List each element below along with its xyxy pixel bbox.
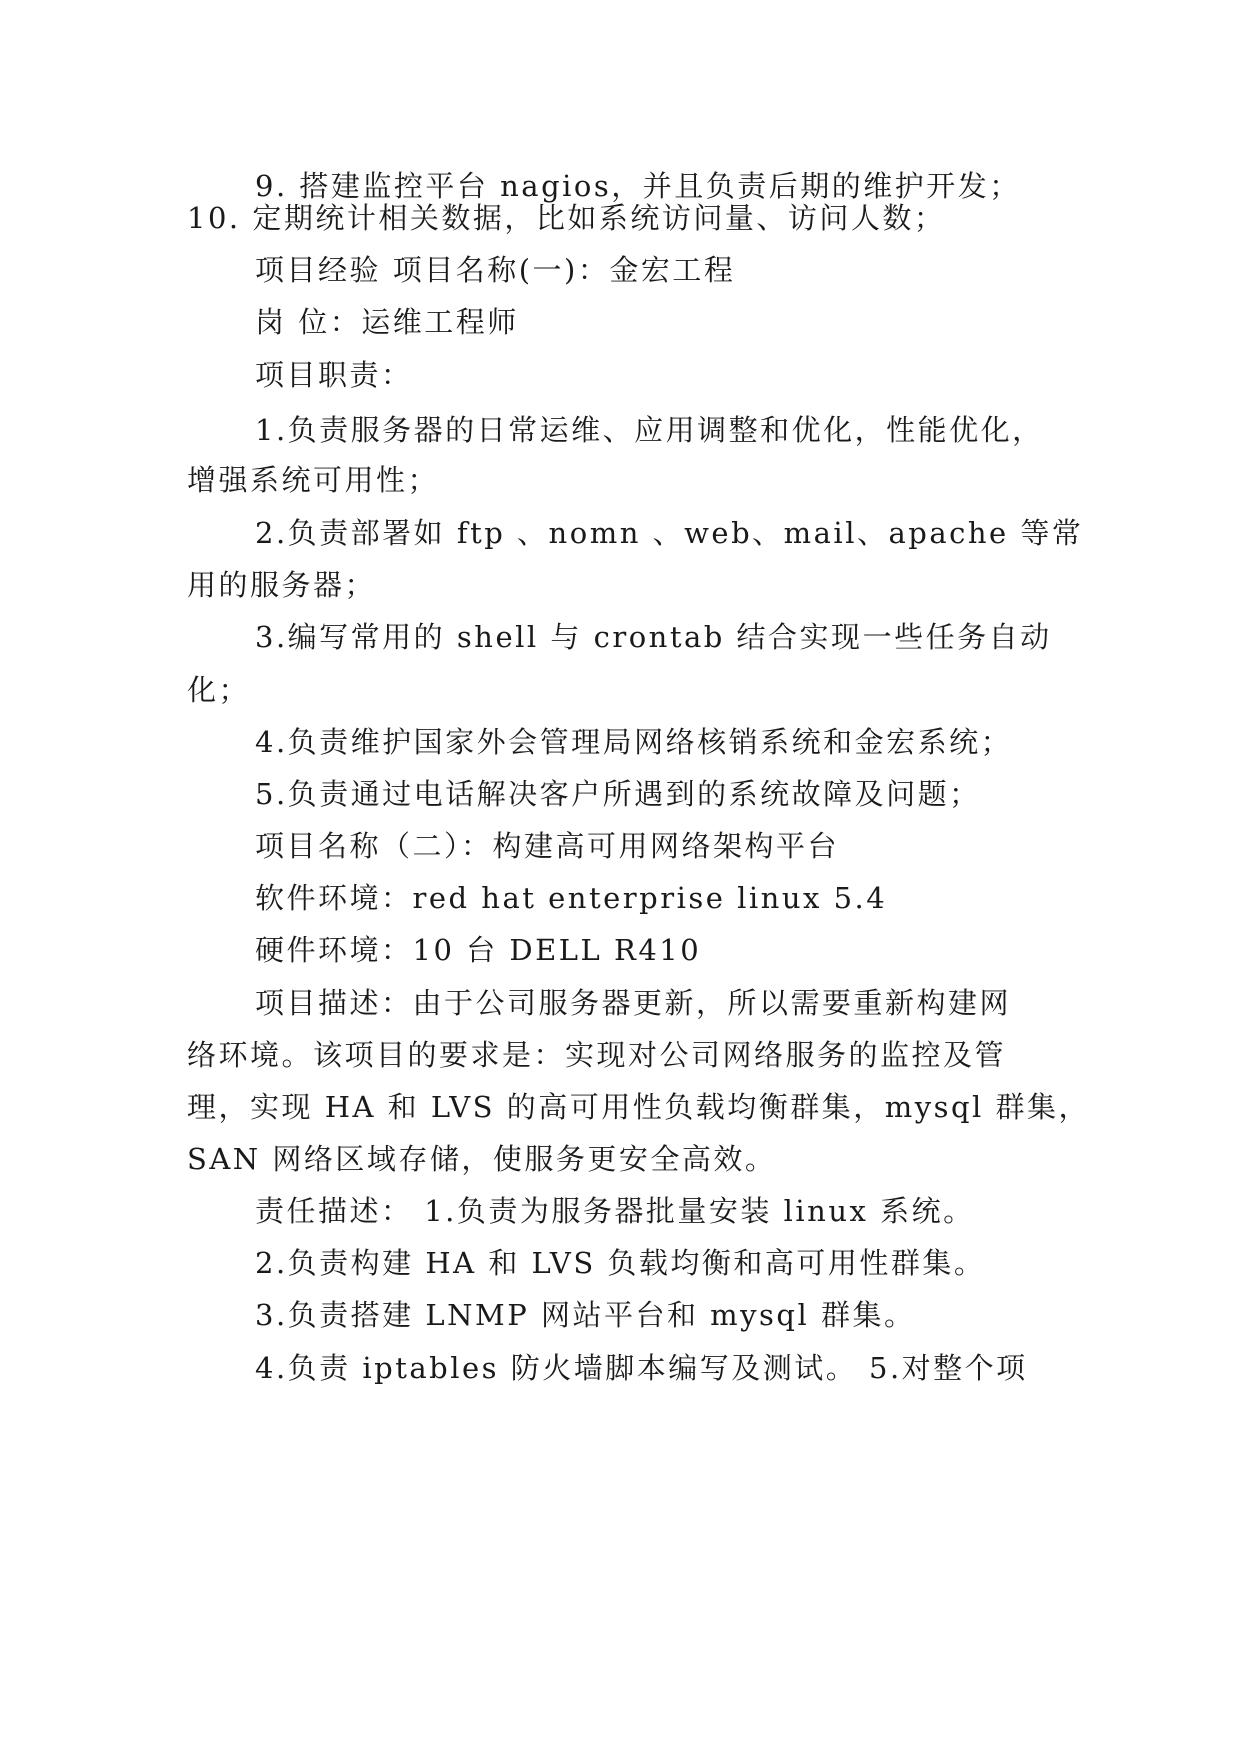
- duty-5-line: 5.负责通过电话解决客户所遇到的系统故障及问题；: [255, 777, 981, 811]
- software-environment: 软件环境：red hat enterprise linux 5.4: [255, 881, 888, 915]
- duty-1-line-1: 1.负责服务器的日常运维、应用调整和优化，性能优化，: [255, 413, 1044, 447]
- responsibility-4-5: 4.负责 iptables 防火墙脚本编写及测试。 5.对整个项: [255, 1351, 1028, 1385]
- duties-heading: 项目职责：: [255, 358, 413, 392]
- project-description-line-2: 络环境。该项目的要求是：实现对公司网络服务的监控及管: [187, 1038, 1007, 1072]
- project-description-line-1: 项目描述：由于公司服务器更新，所以需要重新构建网: [255, 986, 1012, 1020]
- list-item-9: 9. 搭建监控平台 nagios，并且负责后期的维护开发；: [255, 169, 1021, 203]
- project-description-line-3: 理，实现 HA 和 LVS 的高可用性负载均衡群集，mysql 群集，: [187, 1090, 1091, 1124]
- project-description-line-4: SAN 网络区域存储，使服务更安全高效。: [187, 1142, 777, 1176]
- project-experience-heading: 项目经验 项目名称(一)：金宏工程: [255, 253, 736, 287]
- duty-3-line-2: 化；: [187, 673, 251, 707]
- duty-2-line-2: 用的服务器；: [187, 568, 377, 602]
- duty-2-line-1: 2.负责部署如 ftp 、nomn 、web、mail、apache 等常: [255, 516, 1084, 550]
- project-two-title: 项目名称（二）：构建高可用网络架构平台: [255, 829, 840, 863]
- responsibility-1: 责任描述： 1.负责为服务器批量安装 linux 系统。: [255, 1194, 975, 1228]
- responsibility-2: 2.负责构建 HA 和 LVS 负载均衡和高可用性群集。: [255, 1246, 986, 1280]
- responsibility-3: 3.负责搭建 LNMP 网站平台和 mysql 群集。: [255, 1298, 916, 1332]
- hardware-environment: 硬件环境：10 台 DELL R410: [255, 933, 702, 967]
- duty-1-line-2: 增强系统可用性；: [187, 463, 440, 497]
- duty-4-line: 4.负责维护国家外会管理局网络核销系统和金宏系统；: [255, 725, 1013, 759]
- duty-3-line-1: 3.编写常用的 shell 与 crontab 结合实现一些任务自动: [255, 620, 1052, 654]
- position-line: 岗 位：运维工程师: [255, 305, 519, 339]
- list-item-10: 10. 定期统计相关数据，比如系统访问量、访问人数；: [187, 201, 946, 235]
